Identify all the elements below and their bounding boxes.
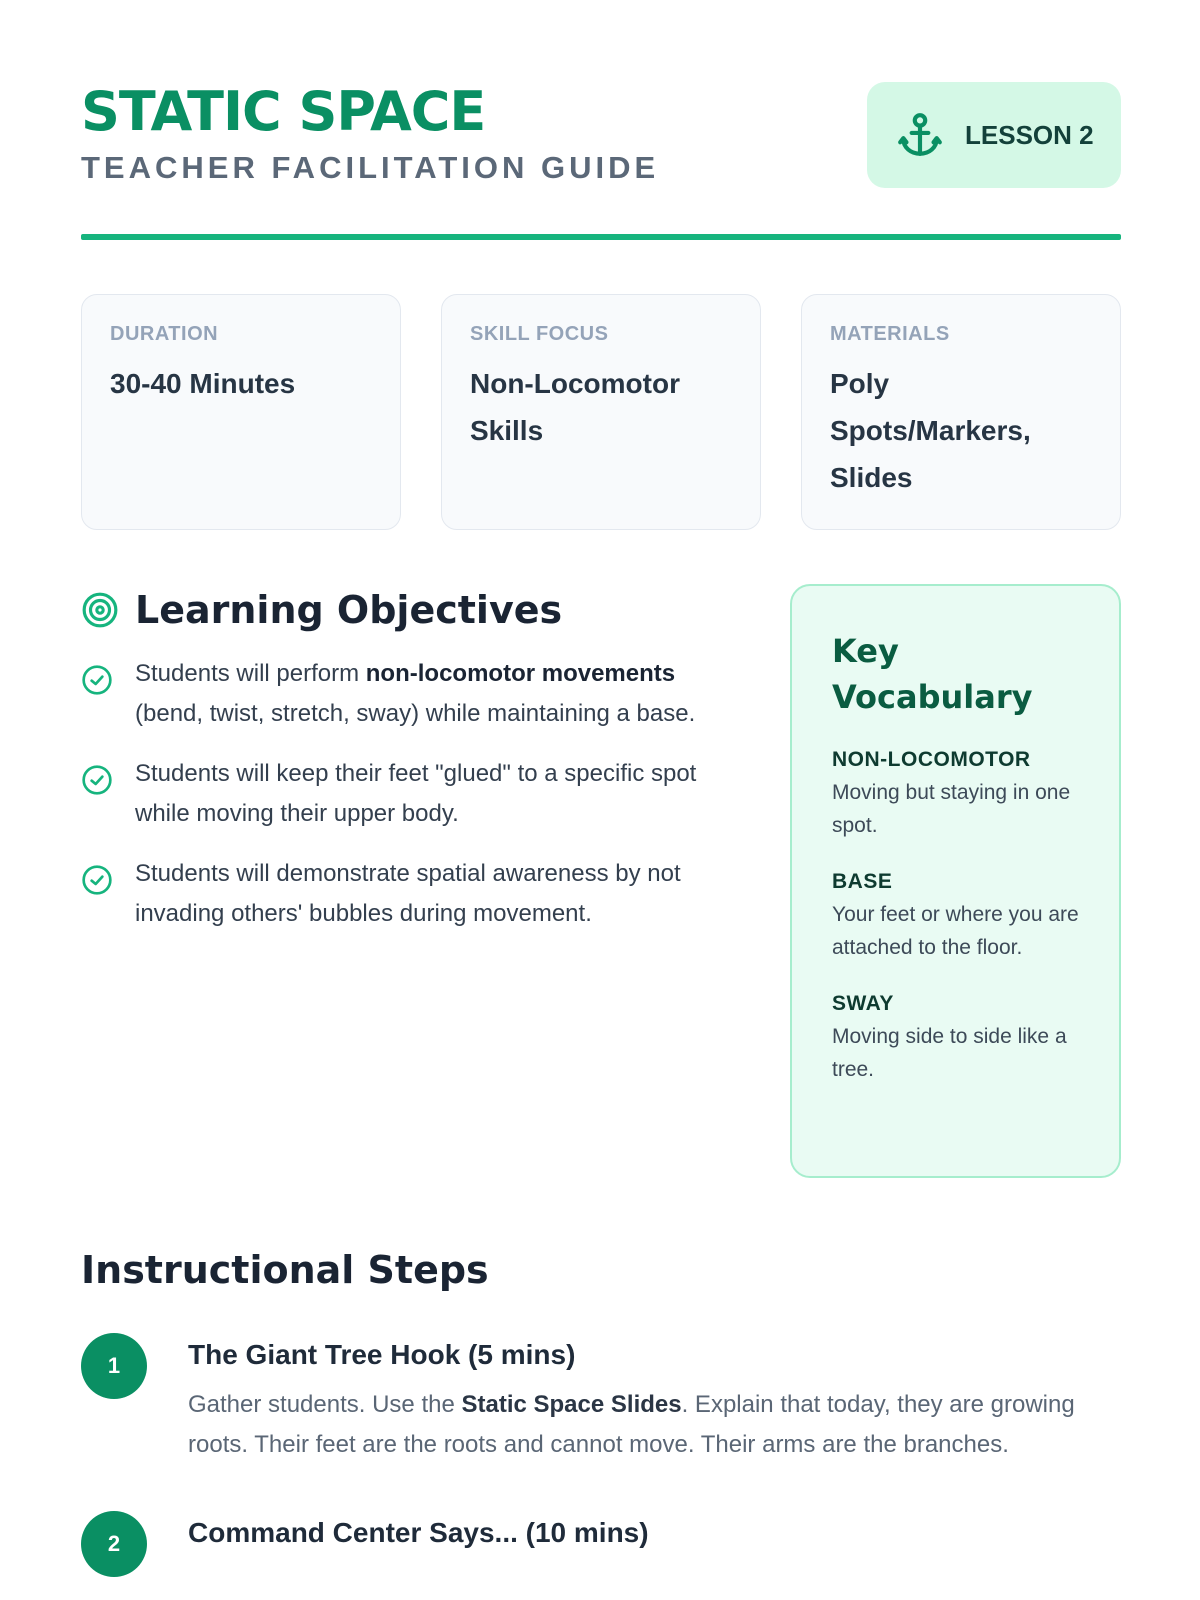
objective-text-post: (bend, twist, stretch, sway) while maintaining a base. xyxy=(135,700,696,727)
check-circle-icon xyxy=(81,764,113,796)
instructional-steps xyxy=(81,1245,1121,1556)
objective-item xyxy=(81,654,741,734)
card-label: DURATION xyxy=(110,323,219,345)
step-text-pre: Gather students. Use the xyxy=(188,1391,462,1418)
vocab-definition: Moving side to side like a tree. xyxy=(832,1025,1067,1081)
card-value: Non-Locomotor Skills xyxy=(470,368,680,446)
objective-item xyxy=(81,854,741,934)
vocab-definition: Moving but staying in one spot. xyxy=(832,781,1071,837)
objective-text-bold: non-locomotor movements xyxy=(365,660,676,687)
step-description xyxy=(188,1385,1121,1465)
objective-item xyxy=(81,754,741,834)
step-text-post: . Explain that today, they are growing roots. Their feet are the roots and cannot move. Their arms are the branches. xyxy=(188,1391,1075,1458)
objective-text: Students will keep their feet "glued" to a specific spot while moving their upper body. xyxy=(135,760,697,827)
objectives-heading xyxy=(81,584,741,636)
vocab-term: NON-LOCOMOTOR xyxy=(832,748,1031,771)
info-card-skill-focus xyxy=(441,294,761,530)
card-label: MATERIALS xyxy=(830,323,950,345)
info-card-materials xyxy=(801,294,1121,530)
step-item xyxy=(81,1335,1121,1465)
step-item xyxy=(81,1513,1121,1556)
card-value: 30-40 Minutes xyxy=(110,368,296,399)
step-number-badge: 2 xyxy=(81,1511,147,1577)
vocab-definition: Your feet or where you are attached to the floor. xyxy=(832,903,1079,959)
info-cards xyxy=(81,294,1121,532)
card-value: Poly Spots/Markers, Slides xyxy=(830,368,1031,493)
vocab-term: BASE xyxy=(832,870,893,893)
header-divider xyxy=(81,234,1121,240)
anchor-icon xyxy=(895,110,945,160)
step-title: The Giant Tree Hook (5 mins) xyxy=(188,1339,576,1370)
check-circle-icon xyxy=(81,664,113,696)
step-title: Command Center Says... (10 mins) xyxy=(188,1517,649,1548)
objective-text: Students will demonstrate spatial awareness by not invading others' bubbles during movement. xyxy=(135,860,681,927)
objective-text-pre: Students will perform xyxy=(135,660,366,687)
target-icon xyxy=(81,591,119,629)
card-label: SKILL FOCUS xyxy=(470,323,609,345)
page-title: STATIC SPACE xyxy=(81,80,486,143)
info-card-duration xyxy=(81,294,401,530)
check-circle-icon xyxy=(81,864,113,896)
vocab-term: SWAY xyxy=(832,992,894,1015)
page-subtitle: TEACHER FACILITATION GUIDE xyxy=(81,150,660,185)
objectives-title: Learning Objectives xyxy=(135,588,563,632)
learning-objectives xyxy=(81,584,741,954)
step-text-bold: Static Space Slides xyxy=(461,1391,682,1418)
steps-title: Instructional Steps xyxy=(81,1248,489,1292)
lesson-label: LESSON 2 xyxy=(965,119,1094,150)
header xyxy=(81,82,1121,192)
lesson-badge xyxy=(867,82,1121,188)
objectives-list xyxy=(81,654,741,934)
vocabulary-title: Key Vocabulary xyxy=(832,632,1033,716)
step-number-badge: 1 xyxy=(81,1333,147,1399)
key-vocabulary-box xyxy=(790,584,1121,1178)
